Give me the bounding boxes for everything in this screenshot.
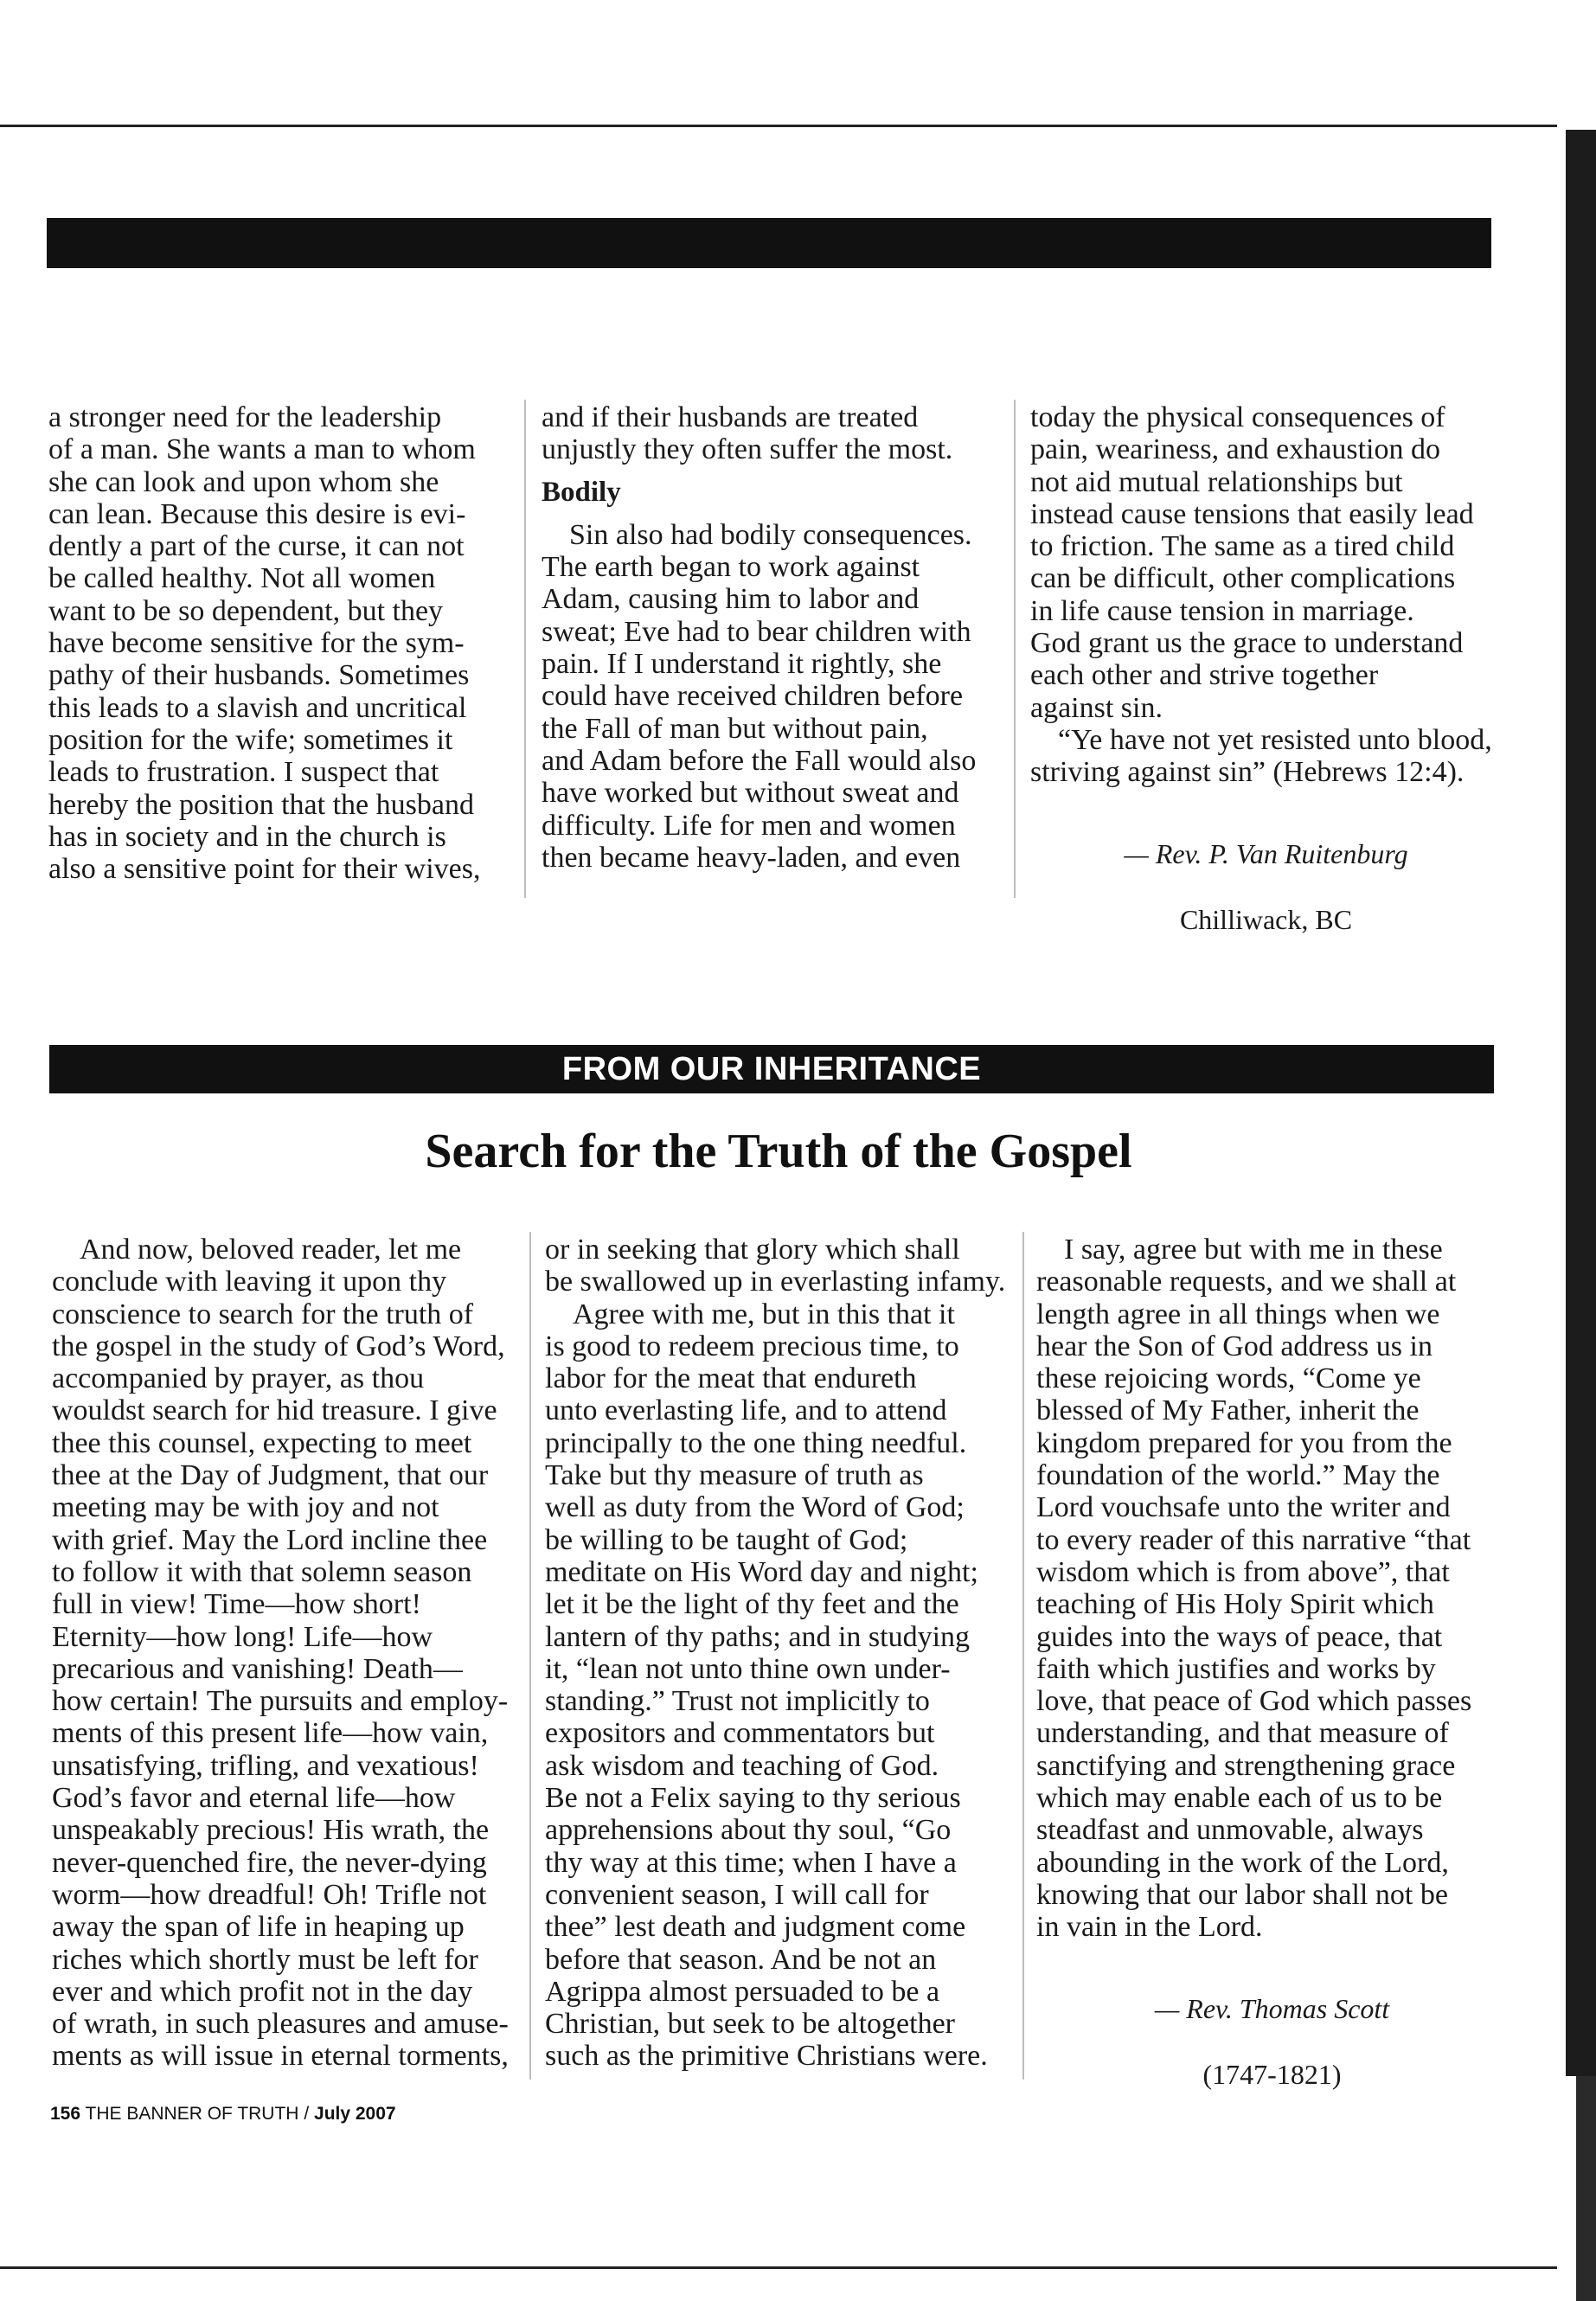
- lower-article-column-1: [52, 1234, 523, 2073]
- upper-article-column-3: [1030, 401, 1502, 969]
- upper-col2-body: Sin also had bodily consequences. The earth began to work against Adam, causing him to labor and sweat; Eve had to bear children with pain. If I understand it rightly, she could have received children before the Fall of man but without pain, and Adam before the Fall would also have worked but without sweat and difficulty. Life for men and women then became heavy-laden, and even: [542, 518, 977, 874]
- page-footer: [50, 2104, 396, 2125]
- lower-col3-body: I say, agree but with me in these reasonable requests, and we shall at length agree in all things when we hear the Son of God address us in these rejoicing words, “Come ye blessed of My Father, inherit the kingdom prepared for you from the foundation of the world.” May the Lord vouchsafe unto the writer and to every reader of this narrative “that wisdom which is from above”, that teaching of His Holy Spirit which guides into the ways of peace, that faith which justifies and works by love, that peace of God which passes understanding, and that measure of sanctifying and strengthening grace which may enable each of us to be steadfast and unmovable, always abounding in the work of the Lord, knowing that our labor shall not be in vain in the Lord.: [1036, 1234, 1472, 1944]
- column-divider: [529, 1232, 531, 2080]
- upper-signature: [1030, 804, 1502, 969]
- upper-col2-lead: and if their husbands are treated unjustly they often suffer the most.: [542, 401, 953, 466]
- page-number: 156: [50, 2104, 81, 2124]
- upper-author-name: — Rev. P. Van Ruitenburg: [1124, 837, 1408, 869]
- column-divider: [1022, 1232, 1024, 2080]
- upper-col1-text: a stronger need for the leadership of a man. She wants a man to whom she can look and upon whom she can lean. Because this desire is evi- dently a part of the curse, it can not be called healthy. Not all women want to be so dependent, but they have become sensitive for the sym- pathy of their husbands. Sometimes this leads to a slavish and uncritical position for the wife; sometimes it leads to frustration. I suspect that hereby the position that the husband has in society and in the church is also a sensitive point for their wives,: [48, 401, 481, 886]
- subheading-bodily: Bodily: [542, 476, 621, 508]
- lower-col2-lead: or in seeking that glory which shall be swallowed up in everlasting infamy.: [545, 1234, 1006, 1298]
- scan-edge-shadow: [1566, 130, 1596, 2076]
- section-banner-label: FROM OUR INHERITANCE: [561, 1051, 982, 1087]
- bottom-rule: [0, 2266, 1557, 2269]
- footer-separator: /: [304, 2104, 310, 2124]
- top-section-band: [47, 218, 1491, 268]
- section-banner: [49, 1045, 1494, 1093]
- upper-article-column-1: [48, 401, 520, 885]
- upper-author-place: Chilliwack, BC: [1179, 903, 1353, 935]
- scan-edge-shadow-lower: [1576, 2076, 1596, 2301]
- lower-col1-text: And now, beloved reader, let me conclude with leaving it upon thy conscience to search for the truth of the gospel in the study of God’s Word, accompanied by prayer, as thou wouldst search for hid treasure. I give thee this counsel, expecting to meet thee at the Day of Judgment, that our meeting may be with joy and not with grief. May the Lord incline thee to follow it with that solemn season full in view! Time—how short! Eternity—how long! Life—how precarious and vanishing! Death— how certain! The pursuits and employ- ments of this present life—how vain, unsatisfying, trifling, and vexatious! God’s favor and eternal life—how unspeakably precious! His wrath, the never-quenched fire, the never-dying worm—how dreadful! Oh! Trifle not away the span of life in heaping up riches which shortly must be left for ever and which profit not in the day of wrath, in such pleasures and amuse- ments as will issue in eternal torments,: [52, 1234, 509, 2073]
- upper-col3-quote: “Ye have not yet resisted unto blood, striving against sin” (Hebrews 12:4).: [1030, 723, 1492, 789]
- lower-article-column-2: [545, 1234, 1016, 2073]
- article-headline: Search for the Truth of the Gospel: [425, 1125, 1132, 1178]
- lower-article-column-3: [1036, 1234, 1508, 2124]
- publication-name: THE BANNER OF TRUTH: [85, 2104, 299, 2124]
- lower-author-dates: (1747-1821): [1202, 2058, 1342, 2090]
- upper-col3-body: today the physical consequences of pain, weariness, and exhaustion do not aid mutual relationships but instead cause tensions that easily lead to friction. The same as a tired child can be difficult, other complications in life cause tension in marriage. God grant us the grace to understand each other and strive together against sin.: [1030, 401, 1474, 724]
- column-divider: [524, 400, 526, 898]
- lower-author-name: — Rev. Thomas Scott: [1154, 1992, 1390, 2024]
- lower-signature: [1036, 1959, 1508, 2124]
- upper-article-column-2: [542, 401, 1013, 874]
- column-divider: [1014, 400, 1016, 898]
- lower-col2-body: Agree with me, but in this that it is good to redeem precious time, to labor for the meat that endureth unto everlasting life, and to attend principally to the one thing needful. Take but thy measure of truth as well as duty from the Word of God; be willing to be taught of God; meditate on His Word day and night; let it be the light of thy feet and the lantern of thy paths; and in studying it, “lean not unto thine own under- standing.” Trust not implicitly to expositors and commentators but ask wisdom and teaching of God. Be not a Felix saying to thy serious apprehensions about thy soul, “Go thy way at this time; when I have a convenient season, I will call for thee” lest death and judgment come before that season. And be not an Agrippa almost persuaded to be a Christian, but seek to be altogether such as the primitive Christians were.: [545, 1298, 988, 2073]
- issue-date: July 2007: [314, 2104, 396, 2124]
- top-rule: [0, 125, 1557, 127]
